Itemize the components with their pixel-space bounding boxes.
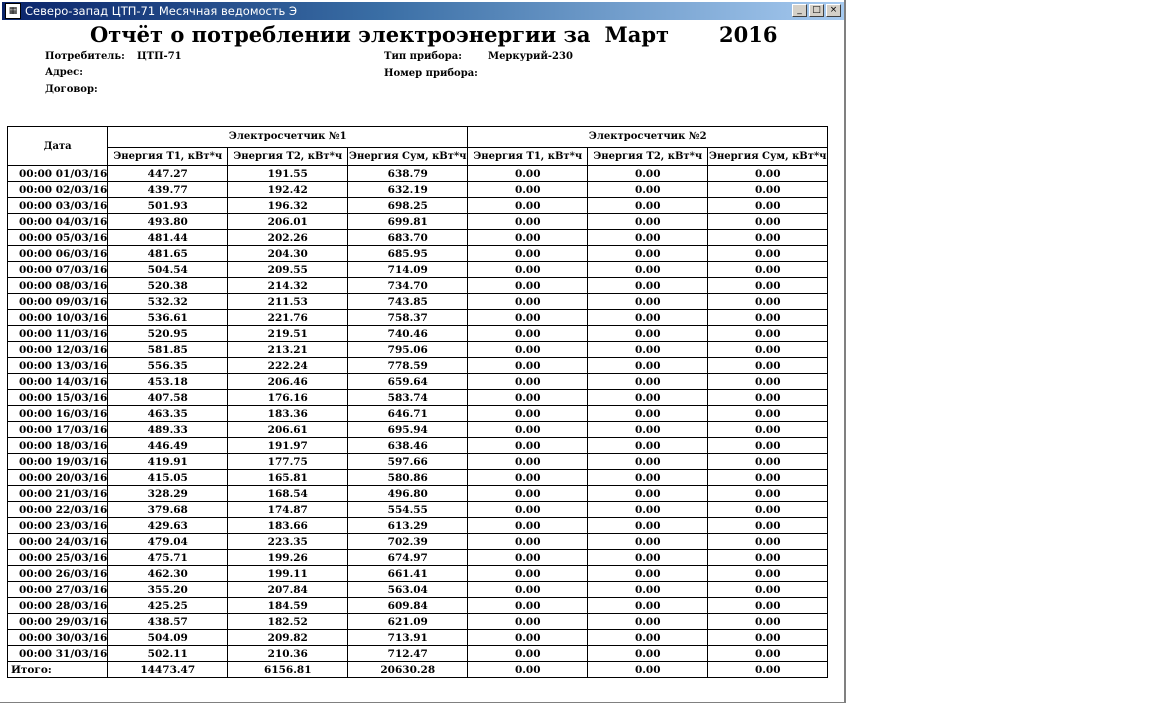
- value-cell: 0.00: [588, 230, 708, 246]
- value-cell: 446.49: [108, 438, 228, 454]
- value-cell: 0.00: [588, 294, 708, 310]
- table-row: [8, 422, 828, 438]
- value-cell: 0.00: [708, 198, 828, 214]
- value-cell: 0.00: [708, 518, 828, 534]
- value-cell: 609.84: [348, 598, 468, 614]
- value-cell: 0.00: [588, 342, 708, 358]
- value-cell: 415.05: [108, 470, 228, 486]
- value-cell: 0.00: [588, 486, 708, 502]
- value-cell: 0.00: [708, 422, 828, 438]
- value-cell: 0.00: [708, 534, 828, 550]
- column-header: Энергия Т1, кВт*ч: [108, 147, 228, 165]
- date-cell: 00:00 25/03/16: [8, 550, 108, 566]
- value-cell: 0.00: [588, 582, 708, 598]
- value-cell: 425.25: [108, 598, 228, 614]
- date-cell: 00:00 31/03/16: [8, 646, 108, 662]
- table-row: [8, 294, 828, 310]
- date-cell: 00:00 02/03/16: [8, 182, 108, 198]
- maximize-button[interactable]: □: [809, 4, 824, 17]
- value-cell: 0.00: [588, 406, 708, 422]
- value-cell: 184.59: [228, 598, 348, 614]
- value-cell: 209.55: [228, 262, 348, 278]
- value-cell: 0.00: [708, 246, 828, 262]
- value-cell: 0.00: [588, 310, 708, 326]
- value-cell: 685.95: [348, 246, 468, 262]
- minimize-button[interactable]: _: [792, 4, 807, 17]
- value-cell: 496.80: [348, 486, 468, 502]
- value-cell: 0.00: [708, 582, 828, 598]
- value-cell: 0.00: [468, 454, 588, 470]
- date-cell: 00:00 24/03/16: [8, 534, 108, 550]
- value-cell: 0.00: [588, 614, 708, 630]
- value-cell: 0.00: [708, 406, 828, 422]
- value-cell: 580.86: [348, 470, 468, 486]
- value-cell: 207.84: [228, 582, 348, 598]
- value-cell: 0.00: [468, 614, 588, 630]
- value-cell: 196.32: [228, 198, 348, 214]
- value-cell: 0.00: [708, 438, 828, 454]
- value-cell: 0.00: [708, 358, 828, 374]
- table-row: [8, 582, 828, 598]
- value-cell: 713.91: [348, 630, 468, 646]
- table-row: [8, 166, 828, 182]
- meter2-header: Электросчетчик №2: [468, 127, 828, 148]
- table-row: [8, 646, 828, 662]
- table-row: [8, 438, 828, 454]
- value-cell: 0.00: [588, 390, 708, 406]
- value-cell: 0.00: [468, 182, 588, 198]
- value-cell: 504.09: [108, 630, 228, 646]
- value-cell: 621.09: [348, 614, 468, 630]
- total-cell: 0.00: [588, 662, 708, 678]
- table-row: [8, 406, 828, 422]
- value-cell: 174.87: [228, 502, 348, 518]
- value-cell: 0.00: [588, 326, 708, 342]
- value-cell: 0.00: [708, 310, 828, 326]
- value-cell: 0.00: [588, 358, 708, 374]
- value-cell: 453.18: [108, 374, 228, 390]
- value-cell: 223.35: [228, 534, 348, 550]
- value-cell: 0.00: [588, 518, 708, 534]
- value-cell: 0.00: [588, 262, 708, 278]
- value-cell: 0.00: [708, 182, 828, 198]
- value-cell: 661.41: [348, 566, 468, 582]
- value-cell: 638.46: [348, 438, 468, 454]
- table-row: [8, 326, 828, 342]
- title-bar[interactable]: [2, 2, 844, 20]
- date-cell: 00:00 12/03/16: [8, 342, 108, 358]
- value-cell: 0.00: [468, 310, 588, 326]
- value-cell: 702.39: [348, 534, 468, 550]
- table-row: [8, 486, 828, 502]
- column-header: Энергия Т1, кВт*ч: [468, 147, 588, 165]
- value-cell: 520.38: [108, 278, 228, 294]
- value-cell: 734.70: [348, 278, 468, 294]
- value-cell: 191.55: [228, 166, 348, 182]
- value-cell: 536.61: [108, 310, 228, 326]
- value-cell: 0.00: [468, 518, 588, 534]
- consumer-value: ЦТП-71: [137, 51, 182, 62]
- value-cell: 222.24: [228, 358, 348, 374]
- value-cell: 221.76: [228, 310, 348, 326]
- date-cell: 00:00 11/03/16: [8, 326, 108, 342]
- value-cell: 0.00: [588, 534, 708, 550]
- value-cell: 0.00: [468, 438, 588, 454]
- value-cell: 206.01: [228, 214, 348, 230]
- device-number-label: Номер прибора:: [384, 68, 478, 79]
- value-cell: 0.00: [708, 470, 828, 486]
- value-cell: 638.79: [348, 166, 468, 182]
- value-cell: 0.00: [468, 294, 588, 310]
- date-cell: 00:00 21/03/16: [8, 486, 108, 502]
- value-cell: 0.00: [708, 454, 828, 470]
- date-cell: 00:00 08/03/16: [8, 278, 108, 294]
- meter1-header: Электросчетчик №1: [108, 127, 468, 148]
- value-cell: 0.00: [588, 214, 708, 230]
- value-cell: 176.16: [228, 390, 348, 406]
- value-cell: 0.00: [708, 166, 828, 182]
- report-month: Март: [604, 22, 670, 47]
- value-cell: 758.37: [348, 310, 468, 326]
- value-cell: 0.00: [708, 262, 828, 278]
- value-cell: 0.00: [468, 358, 588, 374]
- value-cell: 699.81: [348, 214, 468, 230]
- value-cell: 204.30: [228, 246, 348, 262]
- value-cell: 0.00: [468, 550, 588, 566]
- value-cell: 0.00: [588, 166, 708, 182]
- date-cell: 00:00 18/03/16: [8, 438, 108, 454]
- value-cell: 597.66: [348, 454, 468, 470]
- value-cell: 613.29: [348, 518, 468, 534]
- value-cell: 429.63: [108, 518, 228, 534]
- table-row: [8, 246, 828, 262]
- window-title: Северо-запад ЦТП-71 Месячная ведомость Э: [25, 4, 298, 18]
- value-cell: 355.20: [108, 582, 228, 598]
- value-cell: 219.51: [228, 326, 348, 342]
- value-cell: 182.52: [228, 614, 348, 630]
- date-cell: 00:00 30/03/16: [8, 630, 108, 646]
- value-cell: 646.71: [348, 406, 468, 422]
- value-cell: 0.00: [468, 502, 588, 518]
- value-cell: 419.91: [108, 454, 228, 470]
- value-cell: 632.19: [348, 182, 468, 198]
- date-cell: 00:00 15/03/16: [8, 390, 108, 406]
- value-cell: 199.11: [228, 566, 348, 582]
- value-cell: 659.64: [348, 374, 468, 390]
- report-year: 2016: [719, 22, 778, 47]
- table-row: [8, 390, 828, 406]
- value-cell: 0.00: [708, 566, 828, 582]
- table-row: [8, 214, 828, 230]
- value-cell: 0.00: [468, 534, 588, 550]
- date-cell: 00:00 17/03/16: [8, 422, 108, 438]
- value-cell: 0.00: [468, 582, 588, 598]
- date-cell: 00:00 05/03/16: [8, 230, 108, 246]
- table-row: [8, 198, 828, 214]
- app-icon[interactable]: ▦: [5, 3, 21, 19]
- date-cell: 00:00 03/03/16: [8, 198, 108, 214]
- value-cell: 0.00: [708, 550, 828, 566]
- value-cell: 0.00: [588, 598, 708, 614]
- value-cell: 0.00: [468, 374, 588, 390]
- date-cell: 00:00 06/03/16: [8, 246, 108, 262]
- value-cell: 206.46: [228, 374, 348, 390]
- table-row: [8, 614, 828, 630]
- value-cell: 0.00: [588, 566, 708, 582]
- value-cell: 740.46: [348, 326, 468, 342]
- value-cell: 475.71: [108, 550, 228, 566]
- table-body: [8, 166, 828, 662]
- value-cell: 0.00: [708, 502, 828, 518]
- value-cell: 0.00: [708, 630, 828, 646]
- subheader-row: [8, 147, 828, 165]
- value-cell: 0.00: [468, 422, 588, 438]
- table-row: [8, 566, 828, 582]
- value-cell: 210.36: [228, 646, 348, 662]
- value-cell: 0.00: [588, 438, 708, 454]
- date-cell: 00:00 07/03/16: [8, 262, 108, 278]
- value-cell: 504.54: [108, 262, 228, 278]
- value-cell: 0.00: [708, 326, 828, 342]
- table-row: [8, 278, 828, 294]
- value-cell: 501.93: [108, 198, 228, 214]
- column-header: Энергия Т2, кВт*ч: [588, 147, 708, 165]
- value-cell: 0.00: [588, 422, 708, 438]
- value-cell: 0.00: [708, 278, 828, 294]
- value-cell: 0.00: [708, 374, 828, 390]
- table-row: [8, 310, 828, 326]
- value-cell: 0.00: [468, 406, 588, 422]
- value-cell: 0.00: [588, 198, 708, 214]
- total-row: [8, 662, 828, 678]
- value-cell: 463.35: [108, 406, 228, 422]
- value-cell: 743.85: [348, 294, 468, 310]
- value-cell: 0.00: [468, 470, 588, 486]
- close-button[interactable]: ×: [826, 4, 841, 17]
- value-cell: 168.54: [228, 486, 348, 502]
- value-cell: 0.00: [708, 598, 828, 614]
- value-cell: 0.00: [708, 486, 828, 502]
- consumer-label: Потребитель:: [45, 51, 125, 62]
- date-cell: 00:00 27/03/16: [8, 582, 108, 598]
- value-cell: 0.00: [708, 214, 828, 230]
- column-header: Энергия Сум, кВт*ч: [708, 147, 828, 165]
- value-cell: 481.44: [108, 230, 228, 246]
- date-cell: 00:00 16/03/16: [8, 406, 108, 422]
- table-row: [8, 342, 828, 358]
- value-cell: 0.00: [468, 566, 588, 582]
- date-cell: 00:00 19/03/16: [8, 454, 108, 470]
- value-cell: 407.58: [108, 390, 228, 406]
- value-cell: 447.27: [108, 166, 228, 182]
- table-row: [8, 374, 828, 390]
- date-cell: 00:00 04/03/16: [8, 214, 108, 230]
- table-row: [8, 630, 828, 646]
- value-cell: 0.00: [468, 646, 588, 662]
- value-cell: 683.70: [348, 230, 468, 246]
- value-cell: 192.42: [228, 182, 348, 198]
- table-row: [8, 598, 828, 614]
- value-cell: 379.68: [108, 502, 228, 518]
- table-row: [8, 502, 828, 518]
- value-cell: 0.00: [708, 342, 828, 358]
- value-cell: 0.00: [588, 182, 708, 198]
- total-cell: 14473.47: [108, 662, 228, 678]
- value-cell: 0.00: [708, 646, 828, 662]
- value-cell: 183.66: [228, 518, 348, 534]
- value-cell: 583.74: [348, 390, 468, 406]
- total-label: Итого:: [8, 662, 108, 678]
- value-cell: 502.11: [108, 646, 228, 662]
- heading-prefix: Отчёт о потреблении электроэнергии за: [90, 22, 591, 47]
- value-cell: 438.57: [108, 614, 228, 630]
- table-row: [8, 518, 828, 534]
- value-cell: 0.00: [468, 342, 588, 358]
- value-cell: 520.95: [108, 326, 228, 342]
- contract-label: Договор:: [45, 84, 98, 95]
- table-row: [8, 454, 828, 470]
- value-cell: 0.00: [468, 214, 588, 230]
- value-cell: 698.25: [348, 198, 468, 214]
- date-cell: 00:00 20/03/16: [8, 470, 108, 486]
- value-cell: 489.33: [108, 422, 228, 438]
- value-cell: 213.21: [228, 342, 348, 358]
- table-row: [8, 262, 828, 278]
- total-cell: 0.00: [468, 662, 588, 678]
- value-cell: 695.94: [348, 422, 468, 438]
- table-row: [8, 182, 828, 198]
- value-cell: 0.00: [708, 614, 828, 630]
- value-cell: 191.97: [228, 438, 348, 454]
- window-controls: [790, 4, 841, 17]
- value-cell: 0.00: [468, 198, 588, 214]
- table-row: [8, 534, 828, 550]
- address-label: Адрес:: [45, 67, 83, 78]
- report-heading: [90, 22, 778, 47]
- value-cell: 0.00: [468, 262, 588, 278]
- date-cell: 00:00 14/03/16: [8, 374, 108, 390]
- value-cell: 199.26: [228, 550, 348, 566]
- value-cell: 0.00: [588, 374, 708, 390]
- value-cell: 0.00: [708, 230, 828, 246]
- device-type-value: Меркурий-230: [488, 51, 573, 62]
- total-cell: 0.00: [708, 662, 828, 678]
- value-cell: 0.00: [588, 630, 708, 646]
- value-cell: 493.80: [108, 214, 228, 230]
- value-cell: 0.00: [588, 470, 708, 486]
- date-cell: 00:00 01/03/16: [8, 166, 108, 182]
- value-cell: 0.00: [468, 166, 588, 182]
- value-cell: 532.32: [108, 294, 228, 310]
- date-cell: 00:00 10/03/16: [8, 310, 108, 326]
- report-content: [2, 20, 844, 702]
- value-cell: 0.00: [588, 278, 708, 294]
- value-cell: 554.55: [348, 502, 468, 518]
- value-cell: 714.09: [348, 262, 468, 278]
- value-cell: 0.00: [588, 646, 708, 662]
- date-cell: 00:00 13/03/16: [8, 358, 108, 374]
- column-header: Энергия Сум, кВт*ч: [348, 147, 468, 165]
- date-cell: 00:00 09/03/16: [8, 294, 108, 310]
- value-cell: 165.81: [228, 470, 348, 486]
- value-cell: 0.00: [468, 630, 588, 646]
- value-cell: 177.75: [228, 454, 348, 470]
- date-cell: 00:00 28/03/16: [8, 598, 108, 614]
- value-cell: 712.47: [348, 646, 468, 662]
- total-cell: 20630.28: [348, 662, 468, 678]
- value-cell: 0.00: [468, 278, 588, 294]
- value-cell: 795.06: [348, 342, 468, 358]
- value-cell: 581.85: [108, 342, 228, 358]
- value-cell: 0.00: [468, 390, 588, 406]
- value-cell: 556.35: [108, 358, 228, 374]
- table-row: [8, 550, 828, 566]
- date-cell: 00:00 29/03/16: [8, 614, 108, 630]
- table-row: [8, 470, 828, 486]
- value-cell: 328.29: [108, 486, 228, 502]
- device-type-label: Тип прибора:: [384, 51, 462, 62]
- total-cell: 6156.81: [228, 662, 348, 678]
- column-header: Энергия Т2, кВт*ч: [228, 147, 348, 165]
- value-cell: 202.26: [228, 230, 348, 246]
- value-cell: 0.00: [468, 326, 588, 342]
- table-row: [8, 358, 828, 374]
- value-cell: 214.32: [228, 278, 348, 294]
- value-cell: 674.97: [348, 550, 468, 566]
- date-header: Дата: [8, 127, 108, 166]
- table-row: [8, 230, 828, 246]
- value-cell: 209.82: [228, 630, 348, 646]
- value-cell: 479.04: [108, 534, 228, 550]
- value-cell: 439.77: [108, 182, 228, 198]
- value-cell: 0.00: [708, 294, 828, 310]
- date-cell: 00:00 23/03/16: [8, 518, 108, 534]
- value-cell: 563.04: [348, 582, 468, 598]
- value-cell: 206.61: [228, 422, 348, 438]
- value-cell: 778.59: [348, 358, 468, 374]
- date-cell: 00:00 22/03/16: [8, 502, 108, 518]
- value-cell: 0.00: [468, 230, 588, 246]
- value-cell: 211.53: [228, 294, 348, 310]
- value-cell: 481.65: [108, 246, 228, 262]
- energy-table: [7, 126, 828, 678]
- value-cell: 0.00: [588, 246, 708, 262]
- value-cell: 0.00: [588, 454, 708, 470]
- value-cell: 0.00: [468, 246, 588, 262]
- value-cell: 0.00: [708, 390, 828, 406]
- value-cell: 183.36: [228, 406, 348, 422]
- value-cell: 0.00: [588, 502, 708, 518]
- date-cell: 00:00 26/03/16: [8, 566, 108, 582]
- value-cell: 462.30: [108, 566, 228, 582]
- value-cell: 0.00: [468, 598, 588, 614]
- value-cell: 0.00: [588, 550, 708, 566]
- value-cell: 0.00: [468, 486, 588, 502]
